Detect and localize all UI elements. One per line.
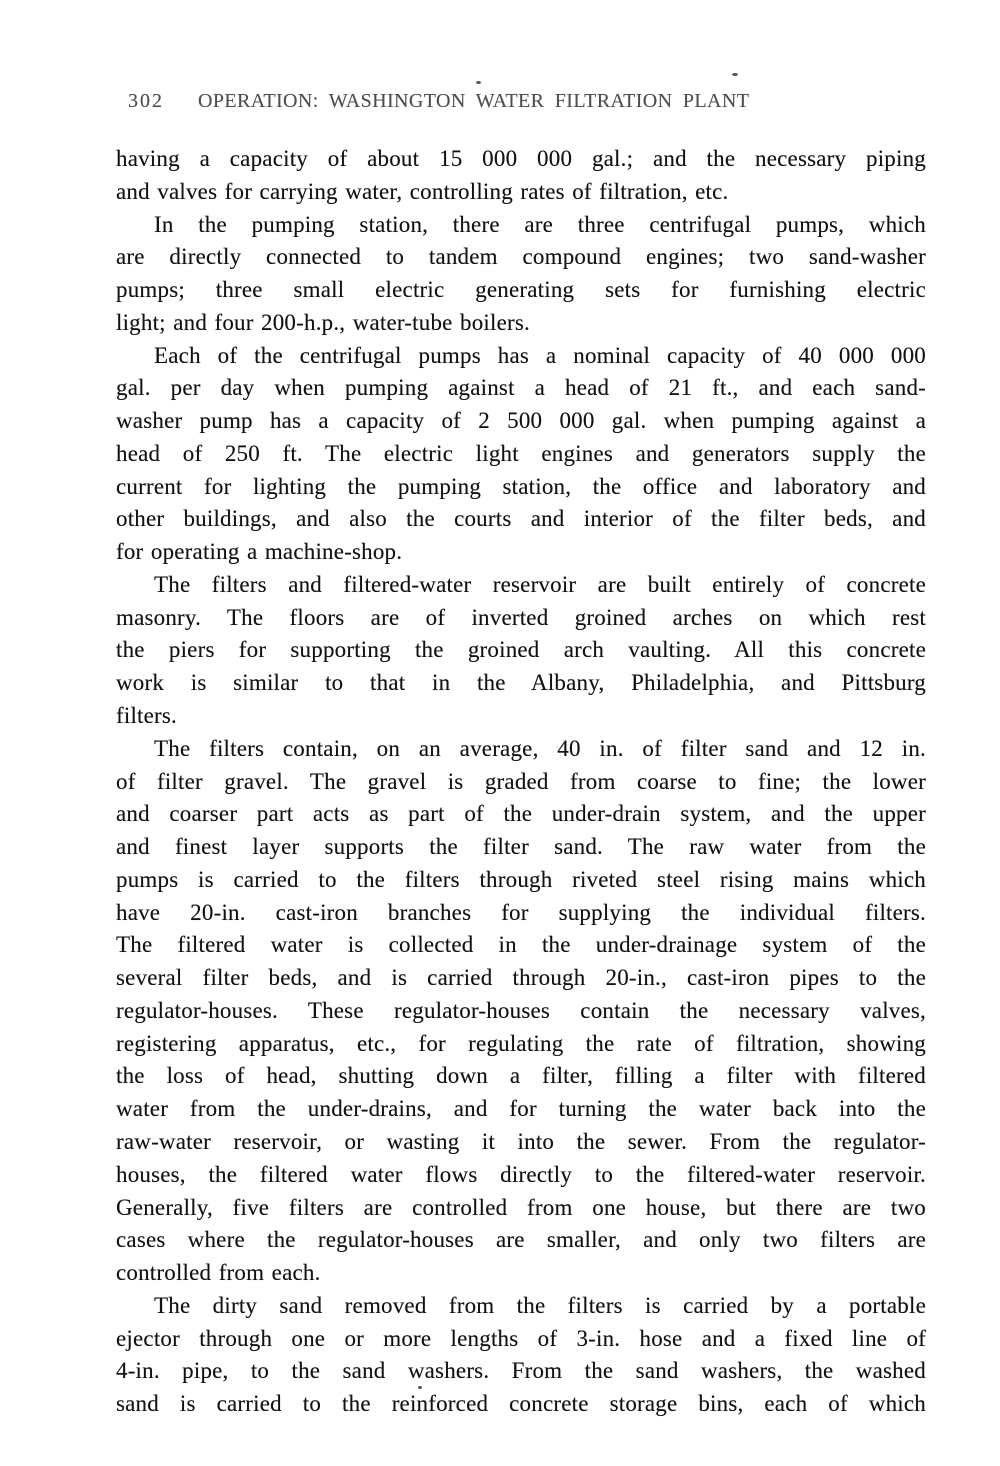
running-head-title: OPERATION: WASHINGTON WATER FILTRATION PLANT bbox=[198, 90, 750, 112]
text-line: are directly connected to tandem compound engines; two sand-washer bbox=[116, 244, 926, 270]
page-number: 302 bbox=[128, 90, 164, 112]
text-line: having a capacity of about 15 000 000 gal.; and the necessary piping bbox=[116, 146, 926, 171]
text-line: the piers for supporting the groined arch vaulting. All this concrete bbox=[116, 637, 926, 663]
text-line: Each of the centrifugal pumps has a nominal capacity of 40 000 000 bbox=[154, 342, 926, 368]
text-line: and finest layer supports the filter sand. The raw water from the bbox=[116, 834, 926, 860]
text-line: the loss of head, shutting down a filter, filling a filter with filtered bbox=[116, 1063, 926, 1089]
text-line: filters. bbox=[116, 703, 177, 729]
text-line: pumps; three small electric generating sets for furnishing electric bbox=[116, 277, 926, 303]
text-line: The filtered water is collected in the under-drainage system of the bbox=[116, 932, 926, 958]
text-line: sand is carried to the reinforced concrete storage bins, each of which bbox=[116, 1391, 926, 1417]
text-line: have 20-in. cast-iron branches for supplying the individual filters. bbox=[116, 899, 926, 925]
text-line: masonry. The floors are of inverted groined arches on which rest bbox=[116, 604, 926, 630]
text-line: of filter gravel. The gravel is graded from coarse to fine; the lower bbox=[116, 768, 926, 794]
text-line: The filters and filtered-water reservoir are built entirely of concrete bbox=[154, 571, 926, 597]
text-line: ejector through one or more lengths of 3-in. hose and a fixed line of bbox=[116, 1325, 926, 1351]
paragraph bbox=[116, 1290, 926, 1421]
text-line: and valves for carrying water, controlling rates of filtration, etc. bbox=[116, 178, 729, 204]
text-line: head of 250 ft. The electric light engines and generators supply the bbox=[116, 440, 926, 466]
text-line: 4-in. pipe, to the sand washers. From the sand washers, the washed bbox=[116, 1358, 926, 1384]
text-line: pumps is carried to the filters through riveted steel rising mains which bbox=[116, 866, 926, 892]
text-line: cases where the regulator-houses are smaller, and only two filters are bbox=[116, 1227, 926, 1253]
text-line: for operating a machine-shop. bbox=[116, 539, 403, 565]
text-line: several filter beds, and is carried through 20-in., cast-iron pipes to the bbox=[116, 965, 926, 991]
text-line: registering apparatus, etc., for regulating the rate of filtration, showing bbox=[116, 1030, 926, 1056]
text-line: washer pump has a capacity of 2 500 000 gal. when pumping against a bbox=[116, 408, 926, 434]
text-line: In the pumping station, there are three centrifugal pumps, which bbox=[154, 211, 926, 237]
paragraph bbox=[116, 340, 926, 569]
text-line: gal. per day when pumping against a head of 21 ft., and each sand- bbox=[116, 375, 926, 401]
text-line: houses, the filtered water flows directly to the filtered-water reservoir. bbox=[116, 1161, 926, 1187]
text-line: regulator-houses. These regulator-houses contain the necessary valves, bbox=[116, 997, 926, 1023]
text-line: raw-water reservoir, or wasting it into the sewer. From the regulator- bbox=[116, 1128, 926, 1154]
scan-speck bbox=[732, 73, 738, 76]
paragraph bbox=[116, 143, 926, 209]
text-line: water from the under-drains, and for turning the water back into the bbox=[116, 1096, 926, 1122]
text-line: The filters contain, on an average, 40 in. of filter sand and 12 in. bbox=[154, 735, 926, 761]
body-text bbox=[116, 143, 926, 1421]
text-line: Generally, five filters are controlled from one house, but there are two bbox=[116, 1194, 926, 1220]
text-line: work is similar to that in the Albany, Philadelphia, and Pittsburg bbox=[116, 670, 926, 696]
text-line: and coarser part acts as part of the under-drain system, and the upper bbox=[116, 801, 926, 827]
text-line: other buildings, and also the courts and interior of the filter beds, and bbox=[116, 506, 926, 532]
scan-speck bbox=[476, 81, 481, 84]
paragraph bbox=[116, 733, 926, 1290]
text-line: controlled from each. bbox=[116, 1260, 321, 1286]
paragraph bbox=[116, 209, 926, 340]
paragraph bbox=[116, 569, 926, 733]
text-line: current for lighting the pumping station, the office and laboratory and bbox=[116, 473, 926, 499]
text-line: The dirty sand removed from the filters is carried by a portable bbox=[154, 1292, 926, 1318]
text-line: light; and four 200-h.p., water-tube boilers. bbox=[116, 309, 530, 335]
